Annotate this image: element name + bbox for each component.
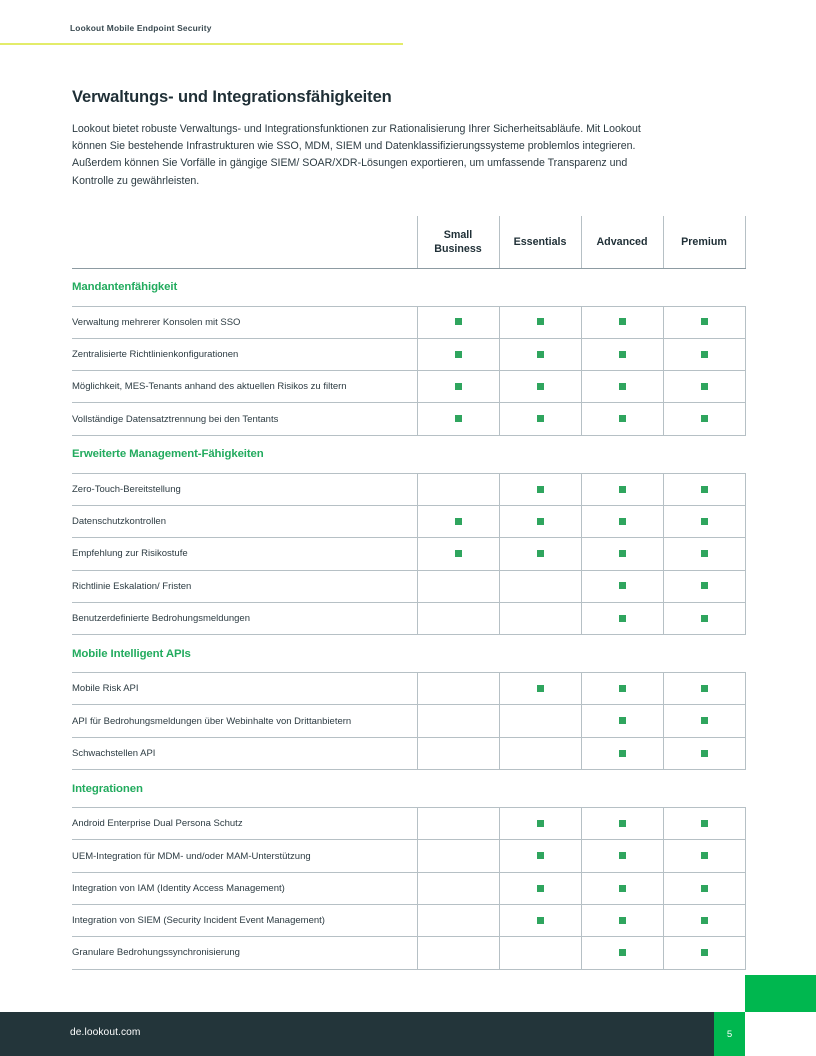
page-intro-paragraph: Lookout bietet robuste Verwaltungs- und Integrationsfunktionen zur Rationalisierung Ihrer Sicherheitsabläufe. Mit Lookout können Sie bestehende Infrastrukturen wie SSO, MDM, SIEM und Datenklassifizierungssysteme problemlos integrieren. Außerdem können Sie Vorfälle in gängige SIEM/ SOAR/XDR-Lösungen exportieren, um umfassende Transparenz und Kontrolle zu gewährleisten.	[72, 123, 641, 187]
check-icon	[537, 550, 544, 557]
page-number-label: 5	[726, 1028, 733, 1040]
check-icon	[455, 351, 462, 358]
page-intro-block	[72, 88, 745, 190]
tier-cell-essentials	[499, 705, 581, 737]
check-icon	[701, 615, 708, 622]
table-row	[72, 570, 745, 602]
check-icon	[537, 415, 544, 422]
empty-cell-icon	[455, 685, 462, 692]
check-icon	[619, 550, 626, 557]
table-row	[72, 403, 745, 435]
check-icon	[701, 949, 708, 956]
empty-cell-icon	[455, 852, 462, 859]
check-icon	[701, 550, 708, 557]
section-title: Mobile Intelligent APIs	[72, 647, 191, 660]
feature-label: Vollständige Datensatztrennung bei den Tentants	[72, 403, 417, 435]
tier-cell-essentials	[499, 937, 581, 969]
table-row	[72, 808, 745, 840]
tier-cell-essentials	[499, 538, 581, 570]
tier-cell-essentials	[499, 602, 581, 634]
tier-cell-essentials	[499, 371, 581, 403]
table-row	[72, 371, 745, 403]
check-icon	[619, 852, 626, 859]
tier-cell-small-business	[417, 505, 499, 537]
tier-cell-advanced	[581, 904, 663, 936]
check-icon	[537, 518, 544, 525]
empty-cell-icon	[455, 917, 462, 924]
tier-cell-premium	[663, 904, 745, 936]
table-row	[72, 538, 745, 570]
tier-cell-premium	[663, 538, 745, 570]
check-icon	[701, 852, 708, 859]
header-accent-rule	[0, 43, 403, 45]
check-icon	[701, 717, 708, 724]
tier-cell-small-business	[417, 872, 499, 904]
tier-cell-advanced	[581, 937, 663, 969]
tier-cell-small-business	[417, 705, 499, 737]
feature-label: Granulare Bedrohungssynchronisierung	[72, 937, 417, 969]
check-icon	[701, 917, 708, 924]
empty-cell-icon	[455, 486, 462, 493]
feature-label: Integration von SIEM (Security Incident Event Management)	[72, 904, 417, 936]
tier-cell-advanced	[581, 371, 663, 403]
check-icon	[701, 486, 708, 493]
check-icon	[619, 415, 626, 422]
empty-cell-icon	[455, 949, 462, 956]
tier-cell-small-business	[417, 937, 499, 969]
empty-cell-icon	[537, 582, 544, 589]
empty-cell-icon	[537, 949, 544, 956]
feature-label: Richtlinie Eskalation/ Fristen	[72, 570, 417, 602]
table-row	[72, 473, 745, 505]
page-footer	[0, 1012, 745, 1056]
tier-cell-advanced	[581, 538, 663, 570]
empty-cell-icon	[537, 615, 544, 622]
column-header-small-business-line2: Business	[434, 242, 482, 255]
tier-cell-advanced	[581, 338, 663, 370]
check-icon	[537, 852, 544, 859]
feature-label: Empfehlung zur Risikostufe	[72, 538, 417, 570]
check-icon	[701, 383, 708, 390]
tier-cell-small-business	[417, 570, 499, 602]
column-header-premium: Premium	[663, 216, 745, 268]
tier-cell-small-business	[417, 904, 499, 936]
check-icon	[619, 383, 626, 390]
feature-label: Android Enterprise Dual Persona Schutz	[72, 808, 417, 840]
feature-label: Zentralisierte Richtlinienkonfigurationen	[72, 338, 417, 370]
tier-cell-premium	[663, 602, 745, 634]
tier-cell-advanced	[581, 306, 663, 338]
tier-cell-essentials	[499, 904, 581, 936]
tier-cell-small-business	[417, 808, 499, 840]
table-section-row	[72, 268, 745, 306]
table-row	[72, 904, 745, 936]
tier-cell-small-business	[417, 602, 499, 634]
tier-cell-premium	[663, 403, 745, 435]
table-row	[72, 673, 745, 705]
tier-cell-small-business	[417, 371, 499, 403]
tier-cell-advanced	[581, 808, 663, 840]
check-icon	[619, 318, 626, 325]
check-icon	[537, 820, 544, 827]
tier-cell-advanced	[581, 570, 663, 602]
section-title: Erweiterte Management-Fähigkeiten	[72, 448, 264, 461]
tier-cell-premium	[663, 306, 745, 338]
check-icon	[619, 750, 626, 757]
table-section-row	[72, 770, 745, 808]
tier-cell-small-business	[417, 673, 499, 705]
table-row	[72, 872, 745, 904]
check-icon	[455, 518, 462, 525]
table-body	[72, 268, 745, 969]
empty-cell-icon	[537, 750, 544, 757]
check-icon	[701, 750, 708, 757]
section-title: Mandantenfähigkeit	[72, 281, 178, 293]
check-icon	[455, 550, 462, 557]
column-header-advanced: Advanced	[581, 216, 663, 268]
check-icon	[701, 415, 708, 422]
tier-cell-advanced	[581, 673, 663, 705]
table-row	[72, 937, 745, 969]
table-row	[72, 338, 745, 370]
check-icon	[701, 885, 708, 892]
check-icon	[537, 885, 544, 892]
table-section-row	[72, 635, 745, 673]
check-icon	[537, 917, 544, 924]
tier-cell-small-business	[417, 737, 499, 769]
feature-comparison-table	[72, 216, 746, 970]
check-icon	[619, 351, 626, 358]
empty-cell-icon	[537, 717, 544, 724]
tier-cell-advanced	[581, 705, 663, 737]
tier-cell-essentials	[499, 808, 581, 840]
tier-cell-premium	[663, 840, 745, 872]
check-icon	[537, 685, 544, 692]
check-icon	[537, 486, 544, 493]
feature-label: Verwaltung mehrerer Konsolen mit SSO	[72, 306, 417, 338]
table-header	[72, 216, 745, 268]
tier-cell-small-business	[417, 840, 499, 872]
feature-label: Schwachstellen API	[72, 737, 417, 769]
check-icon	[701, 582, 708, 589]
tier-cell-essentials	[499, 673, 581, 705]
tier-cell-essentials	[499, 840, 581, 872]
tier-cell-advanced	[581, 403, 663, 435]
table-header-row	[72, 216, 745, 268]
tier-cell-essentials	[499, 737, 581, 769]
empty-cell-icon	[455, 885, 462, 892]
tier-cell-premium	[663, 505, 745, 537]
section-title: Integrationen	[72, 782, 143, 795]
tier-cell-advanced	[581, 737, 663, 769]
check-icon	[701, 820, 708, 827]
tier-cell-small-business	[417, 403, 499, 435]
check-icon	[537, 383, 544, 390]
table-row	[72, 505, 745, 537]
tier-cell-essentials	[499, 505, 581, 537]
page-header	[0, 0, 816, 44]
check-icon	[619, 685, 626, 692]
tier-cell-advanced	[581, 840, 663, 872]
check-icon	[619, 949, 626, 956]
tier-cell-essentials	[499, 338, 581, 370]
tier-cell-advanced	[581, 473, 663, 505]
tier-cell-essentials	[499, 403, 581, 435]
feature-label: Zero-Touch-Bereitstellung	[72, 473, 417, 505]
check-icon	[455, 318, 462, 325]
tier-cell-small-business	[417, 473, 499, 505]
feature-label: UEM-Integration für MDM- und/oder MAM-Unterstützung	[72, 840, 417, 872]
check-icon	[701, 518, 708, 525]
table-section-row	[72, 435, 745, 473]
check-icon	[619, 518, 626, 525]
feature-label: Integration von IAM (Identity Access Management)	[72, 872, 417, 904]
empty-cell-icon	[455, 582, 462, 589]
check-icon	[619, 486, 626, 493]
tier-cell-premium	[663, 473, 745, 505]
check-icon	[619, 917, 626, 924]
table-row	[72, 705, 745, 737]
tier-cell-small-business	[417, 538, 499, 570]
tier-cell-essentials	[499, 570, 581, 602]
tier-cell-premium	[663, 872, 745, 904]
column-header-small-business	[417, 216, 499, 268]
empty-cell-icon	[455, 750, 462, 757]
table-row	[72, 602, 745, 634]
table-row	[72, 840, 745, 872]
tier-cell-small-business	[417, 306, 499, 338]
tier-cell-premium	[663, 673, 745, 705]
check-icon	[619, 582, 626, 589]
feature-label: API für Bedrohungsmeldungen über Webinhalte von Drittanbietern	[72, 705, 417, 737]
tier-cell-premium	[663, 937, 745, 969]
tier-cell-essentials	[499, 306, 581, 338]
tier-cell-advanced	[581, 602, 663, 634]
footer-website-url[interactable]: de.lookout.com	[70, 1027, 141, 1038]
check-icon	[619, 820, 626, 827]
feature-label: Datenschutzkontrollen	[72, 505, 417, 537]
feature-label: Benutzerdefinierte Bedrohungsmeldungen	[72, 602, 417, 634]
check-icon	[701, 318, 708, 325]
column-header-essentials: Essentials	[499, 216, 581, 268]
check-icon	[619, 615, 626, 622]
check-icon	[619, 885, 626, 892]
page-number-badge	[714, 1012, 745, 1056]
tier-cell-premium	[663, 338, 745, 370]
feature-label: Möglichkeit, MES-Tenants anhand des aktuellen Risikos zu filtern	[72, 371, 417, 403]
tier-cell-premium	[663, 371, 745, 403]
tier-cell-essentials	[499, 473, 581, 505]
check-icon	[701, 685, 708, 692]
empty-cell-icon	[455, 717, 462, 724]
check-icon	[537, 318, 544, 325]
empty-cell-icon	[455, 615, 462, 622]
check-icon	[455, 383, 462, 390]
empty-cell-icon	[455, 820, 462, 827]
tier-cell-premium	[663, 737, 745, 769]
tier-cell-small-business	[417, 338, 499, 370]
table-row	[72, 306, 745, 338]
check-icon	[619, 717, 626, 724]
check-icon	[537, 351, 544, 358]
document-brand-label: Lookout Mobile Endpoint Security	[70, 23, 212, 33]
check-icon	[455, 415, 462, 422]
tier-cell-premium	[663, 705, 745, 737]
tier-cell-advanced	[581, 872, 663, 904]
tier-cell-premium	[663, 808, 745, 840]
column-header-feature	[72, 216, 417, 268]
tier-cell-premium	[663, 570, 745, 602]
table-row	[72, 737, 745, 769]
tier-cell-advanced	[581, 505, 663, 537]
tier-cell-essentials	[499, 872, 581, 904]
footer-accent-block	[745, 975, 816, 1012]
feature-label: Mobile Risk API	[72, 673, 417, 705]
column-header-small-business-line1: Small	[443, 228, 473, 241]
page-title: Verwaltungs- und Integrationsfähigkeiten	[72, 88, 392, 106]
check-icon	[701, 351, 708, 358]
